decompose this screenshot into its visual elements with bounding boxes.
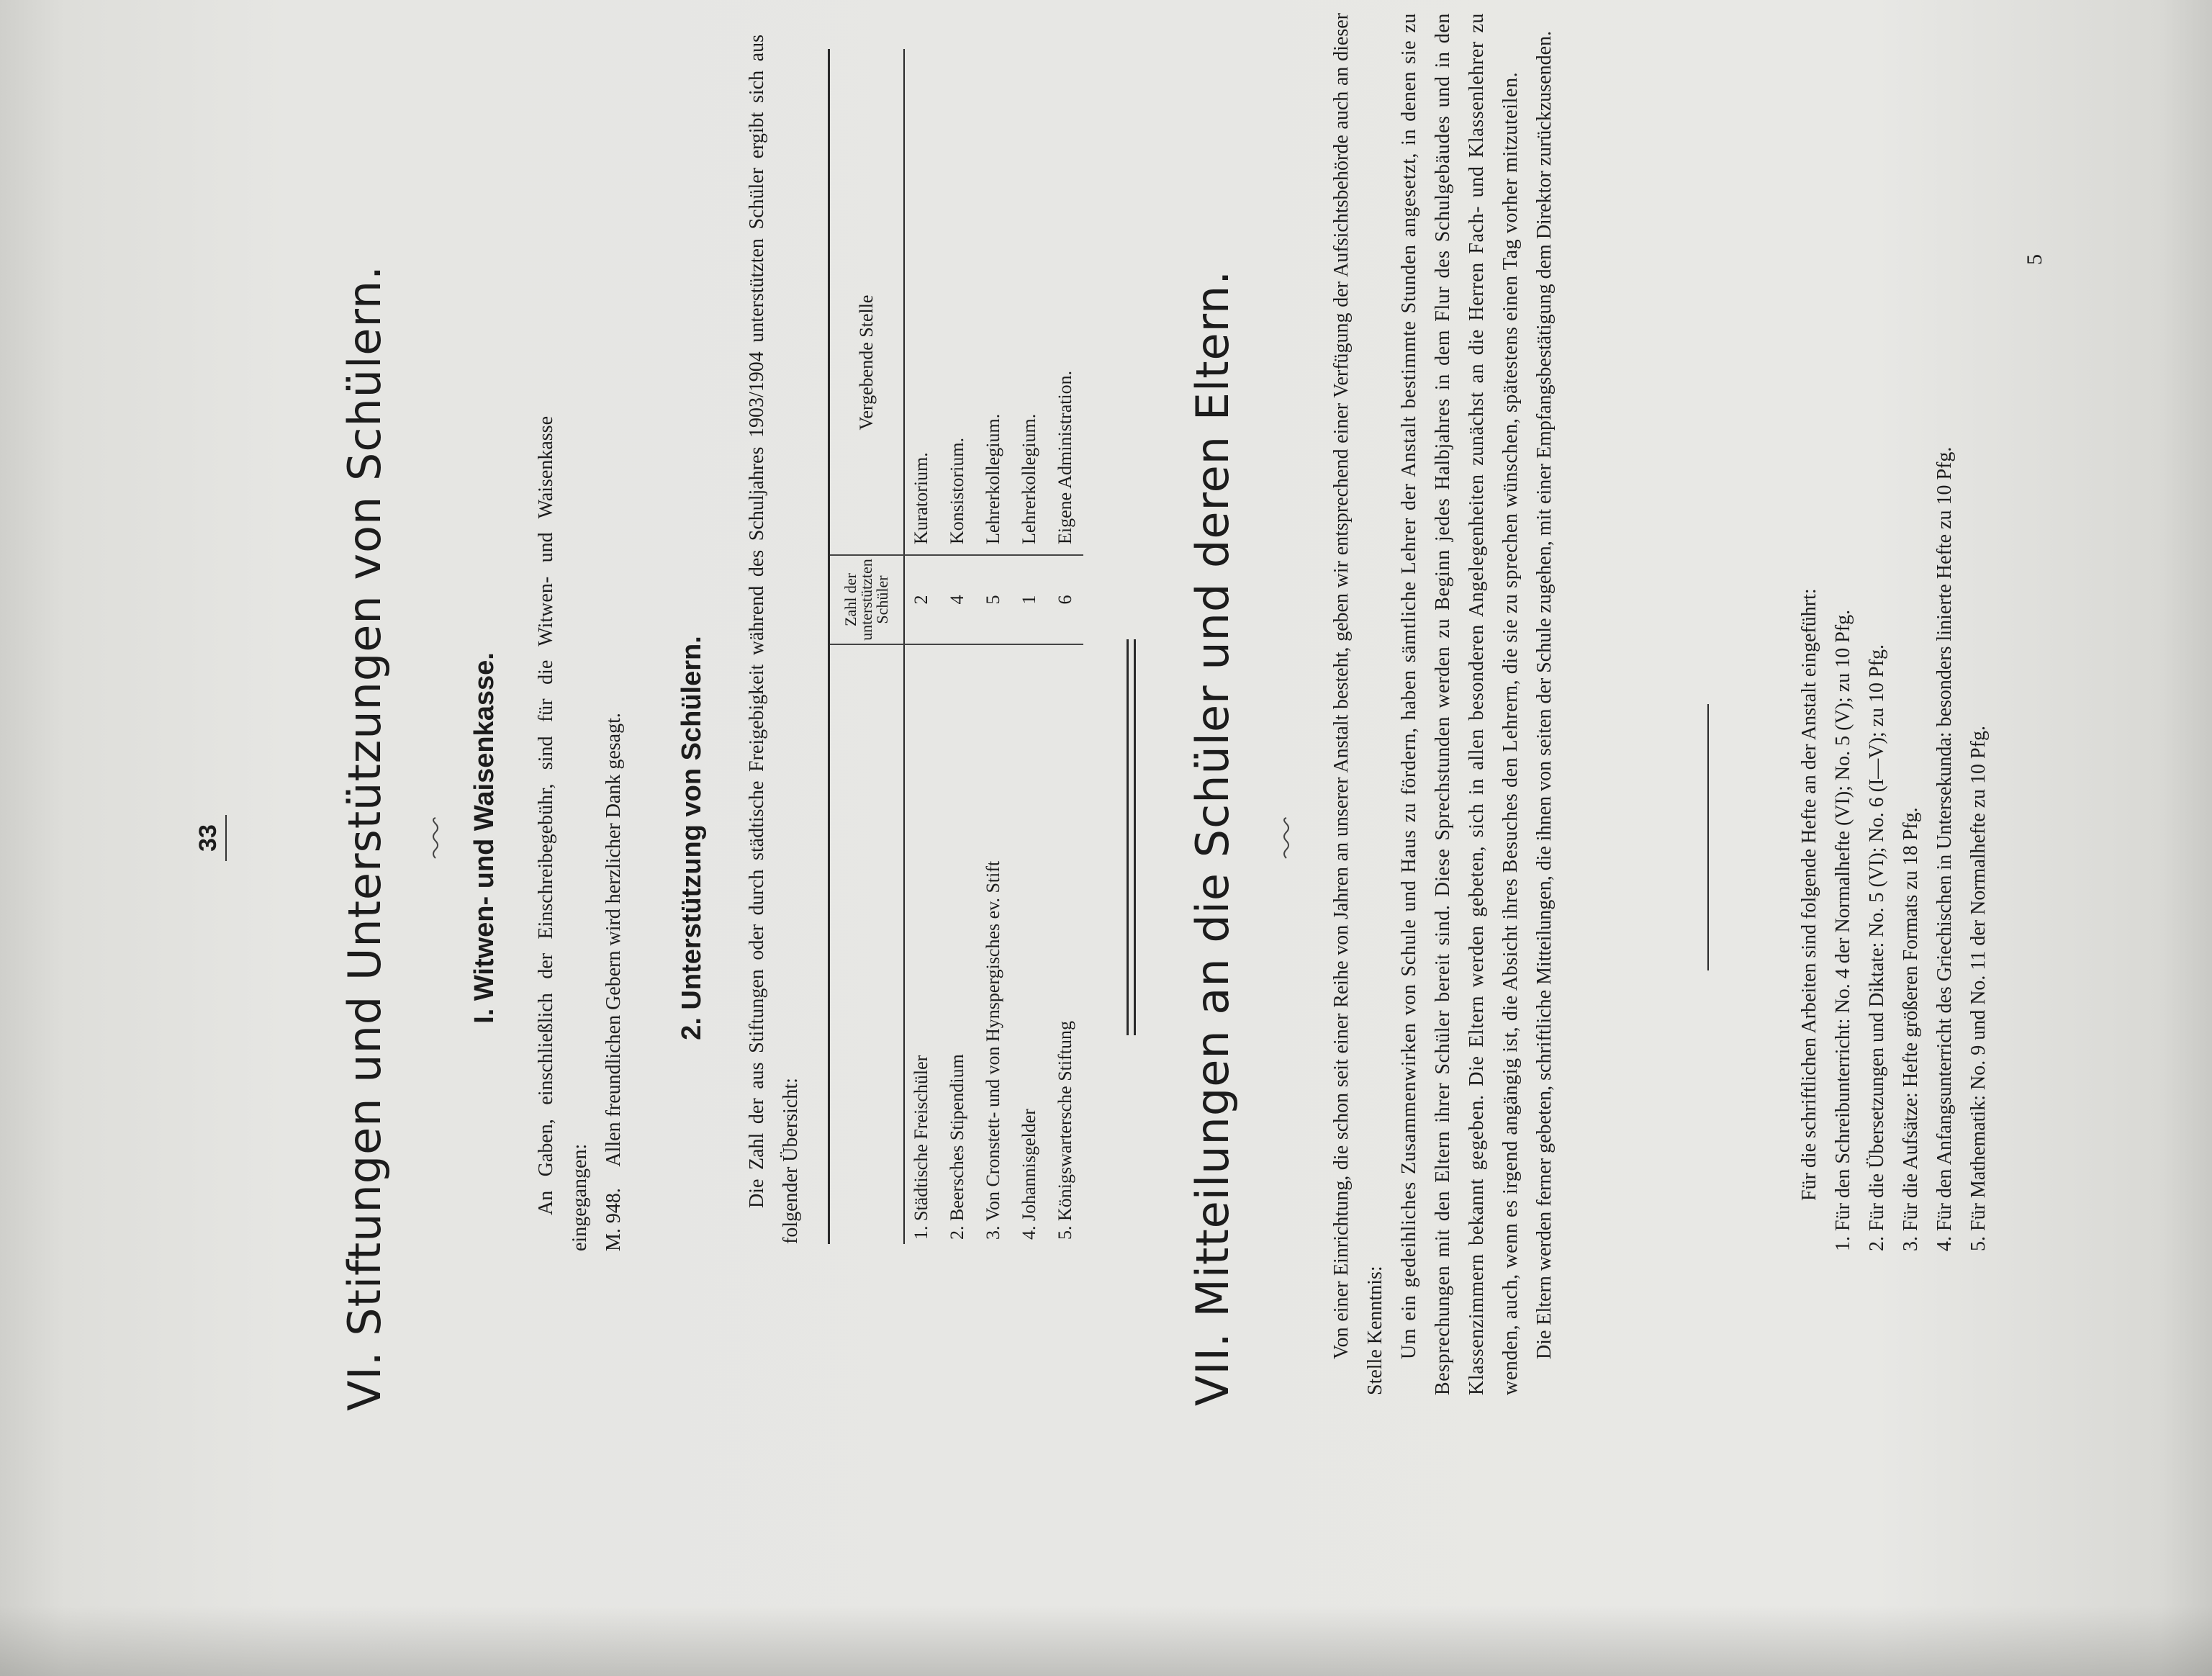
- vii-paragraph-3: Die Eltern werden ferner gebeten, schriftliche Mitteilungen, die ihnen von seiten der Schule zugehen, mit einer Empfangsbestätigung dem Direktor zurückzusenden.: [1533, 30, 1556, 1359]
- swash-ornament-icon: [1281, 816, 1291, 860]
- table-row: [939, 180, 975, 1244]
- header-stelle: Vergebende Stelle: [856, 294, 877, 431]
- list-item: 3. Für die Aufsätze: Hefte größeren Formats zu 18 Pfg.: [1900, 807, 1922, 1251]
- page-number-block: [194, 0, 227, 1676]
- row-name: 2. Beersches Stipendium: [947, 1054, 967, 1240]
- section-divider-1: [1127, 639, 1129, 1035]
- witwen-line-1: An Gaben, einschließlich der Einschreibegebühr, sind für die Witwen- und Waisenkasse eingegangen:: [535, 416, 591, 1251]
- witwen-line-2-wrap: [597, 416, 631, 1251]
- witwen-paragraph: [529, 416, 631, 1251]
- footer-number: 5: [2023, 254, 2046, 265]
- hefte-list: [1826, 0, 1995, 1251]
- row-count: 4: [939, 555, 975, 644]
- witwen-amount: M. 948.: [602, 1188, 625, 1251]
- table-header-row: [830, 180, 903, 1244]
- vii-paragraph-1: Von einer Einrichtung, die schon seit einer Reihe von Jahren an unserer Anstalt besteht, geben wir entsprechend einer Verfügung der Aufsichtsbehörde auch an dieser Stelle Kenntnis:: [1330, 13, 1386, 1395]
- unterstuetzung-intro: [740, 35, 808, 1244]
- list-item: 5. Für Mathematik: No. 9 und No. 11 der Normalhefte zu 10 Pfg.: [1967, 726, 1990, 1251]
- hefte-intro: Für die schriftlichen Arbeiten sind folgende Hefte an der Anstalt eingeführt:: [1798, 588, 1820, 1201]
- unterstuetzung-heading: 2. Unterstützung von Schülern.: [677, 636, 707, 1040]
- row-name: 4. Johannisgelder: [1019, 1109, 1039, 1240]
- scan-edge-shadow: [0, 1605, 2212, 1676]
- table-row: [1011, 180, 1047, 1244]
- list-item: 2. Für die Übersetzungen und Diktate: No. 5 (VI); No. 6 (I—V); zu 10 Pfg.: [1866, 644, 1888, 1251]
- witwen-heading: I. Witwen- und Waisenkasse.: [469, 652, 500, 1024]
- hefte-divider: [1707, 704, 1709, 970]
- row-count: 2: [903, 555, 939, 644]
- table-row: [1047, 180, 1083, 1244]
- header-name-cell: [830, 644, 903, 1244]
- swash-ornament-icon: [430, 816, 441, 860]
- row-stelle: Lehrerkollegium.: [1019, 413, 1039, 544]
- section-vi-title: VI. Stiftungen und Unterstützungen von Schülern.: [338, 265, 391, 1411]
- section-vii-body: [1324, 13, 1561, 1395]
- vii-paragraph-2: Um ein gedeihliches Zusammenwirken von Schule und Haus zu fördern, haben sämtliche Lehrer der Anstalt bestimmte Stunden angesetzt, in denen sie zu Besprechungen mit den Eltern ihrer Schüler bereit sind. Diese Sprechstunden werden zu Beginn jedes Halbjahres in dem Flur des Schulgebäudes und in den Klassenzimmern bekannt gegeben. Die Eltern werden gebeten, sich in allen besonderen Angelegenheiten zunächst an die Herren Fach- und Klassenlehrer zu wenden, auch, wenn es irgend angängig ist, die Absicht ihres Besuches den Lehrern, die sie zu sprechen wünschen, spätestens einen Tag vorher mitzuteilen.: [1398, 13, 1522, 1395]
- hefte-block: [1792, 0, 1995, 1251]
- row-name: 1. Städtische Freischüler: [911, 1055, 931, 1240]
- row-stelle: Kuratorium.: [911, 452, 931, 544]
- table-row: [975, 180, 1011, 1244]
- support-table: [830, 180, 1083, 1244]
- row-count: 6: [1047, 555, 1083, 644]
- page-number-rule: [225, 815, 227, 861]
- list-item: 4. Für den Anfangsunterricht des Griechischen in Untersekunda: besonders linierte Hefte zu 10 Pfg.: [1933, 446, 1956, 1251]
- witwen-thanks: Allen freundlichen Gebern wird herzlicher Dank gesagt.: [602, 713, 625, 1167]
- unterstuetzung-intro-text: Die Zahl der aus Stiftungen oder durch städtische Freigebigkeit während des Schuljahres 1903/1904 unterstützten Schüler ergibt sich aus folgender Übersicht:: [746, 35, 802, 1244]
- header-count: Zahl der unterstützten Schüler: [830, 555, 903, 644]
- list-item: 1. Für den Schreibunterricht: No. 4 der Normalhefte (VI); No. 5 (V); zu 10 Pfg.: [1832, 609, 1854, 1251]
- row-stelle: Konsistorium.: [947, 437, 967, 544]
- row-stelle: Lehrerkollegium.: [983, 413, 1003, 544]
- section-vii-title: VII. Mitteilungen an die Schüler und deren Eltern.: [1186, 269, 1239, 1407]
- row-name: 3. Von Cronstett- und von Hynspergisches ev. Stift: [983, 860, 1003, 1240]
- row-name: 5. Königswartersche Stiftung: [1055, 1020, 1075, 1240]
- page-number: 33: [194, 824, 222, 852]
- row-count: 1: [1011, 555, 1047, 644]
- row-count: 5: [975, 555, 1011, 644]
- table-row: [903, 180, 939, 1244]
- section-divider-2: [1134, 639, 1136, 1035]
- row-stelle: Eigene Administration.: [1055, 370, 1075, 544]
